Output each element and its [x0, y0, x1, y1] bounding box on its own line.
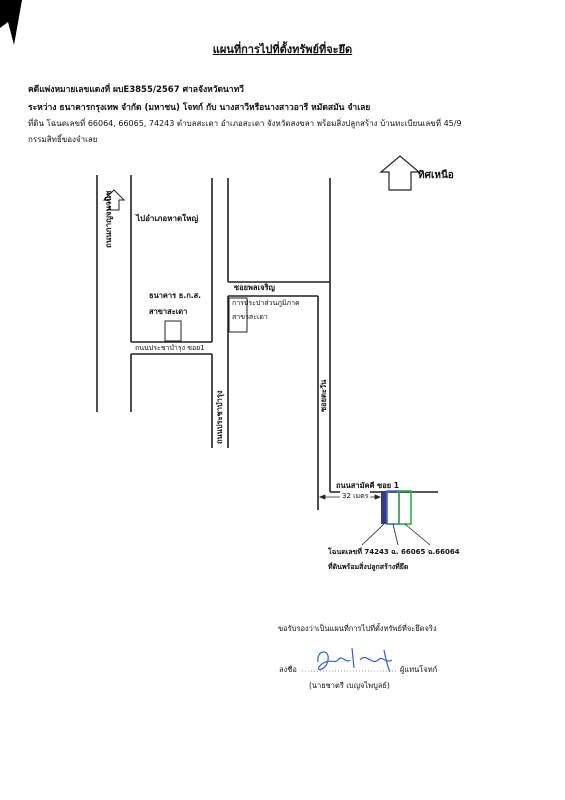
signer-name: (นายชาตรี เบญจไพบูลย์)	[309, 681, 390, 690]
baac-label-1: ธนาคาร ธ.ก.ส.	[149, 291, 202, 300]
road-pracha-soi-label: ถนนประชาบำรุง ซอย1	[135, 344, 205, 352]
distance-label: 32 เมตร	[342, 492, 369, 500]
case-line: คดีแพ่งหมายเลขแดงที่ ผบE3855/2567 ศาลจังหวัดนาทวี	[28, 85, 244, 95]
soi-tawan-label: ซอยตะวัน	[319, 379, 328, 412]
land-line-1: ที่ดิน โฉนดเลขที่ 66064, 66065, 74243 ตำบลสะเดา อำเภอสะเดา จังหวัดสงขลา พร้อมสิ่งปลูกสร้าง บ้านทะเบียนเลขที่ 45/9	[28, 119, 462, 128]
page-title: แผนที่การไปที่ตั้งทรัพย์ที่จะยึด	[212, 43, 353, 56]
road-samakkhi-label: ถนนสามัคคี ซอย 1	[336, 481, 399, 490]
pea-label-1: การประปาส่วนภูมิภาค	[232, 299, 300, 307]
to-hatyai-label: ไปอำเภอหาดใหญ่	[136, 214, 199, 223]
road-pracha-label: ถนนประชาบำรุง	[215, 390, 224, 444]
certify-text: ขอรับรองว่าเป็นแผนที่การไปที่ตั้งทรัพย์ที่จะยึดจริง	[278, 624, 437, 633]
north-label: ทิศเหนือ	[418, 170, 454, 181]
sign-prefix: ลงชื่อ	[279, 665, 297, 674]
sign-suffix: ผู้แทนโจทก์	[400, 665, 438, 674]
baac-label-2: สาขาสะเดา	[149, 307, 188, 316]
soi-pholcharoen-label: ซอยพลเจริญ	[234, 283, 275, 292]
parties-line: ระหว่าง ธนาคารกรุงเทพ จำกัด (มหาชน) โจทก์ กับ นางสาวีหรือนางสาวอารี หมัดสมัน จำเลย	[28, 103, 371, 113]
pea-label-2: สาขาสะเดา	[232, 313, 268, 321]
seized-label: ที่ดินพร้อมสิ่งปลูกสร้างที่ยึด	[328, 563, 409, 571]
land-line-2: กรรมสิทธิ์ของจำเลย	[28, 135, 98, 144]
road-kanjanavanit-label: ถนนกาญจนวนิช	[104, 190, 113, 248]
deed-labels: โฉนดเลขที่ 74243 ฉ. 66065 ฉ.66064	[328, 548, 460, 556]
